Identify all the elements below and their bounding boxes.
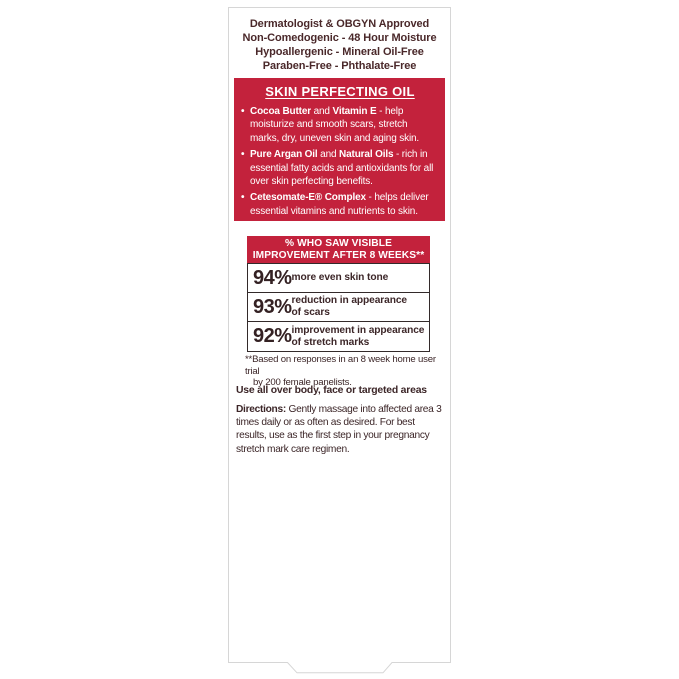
percent-value: 93% <box>253 295 292 318</box>
directions-text: Gently massage into affected area 3 times daily or as often as desired. For best results, use as the first step in your pregnancy stretch mark care regimen. <box>236 404 442 455</box>
usage-statement: Use all over body, face or targeted areas <box>236 385 427 396</box>
table-row <box>248 293 429 322</box>
result-description: reduction in appearance of scars <box>291 295 407 319</box>
bullet-icon: • <box>241 149 245 161</box>
bullet-icon: • <box>241 192 245 204</box>
label-content <box>228 7 451 674</box>
list-item <box>241 191 439 218</box>
top-claims <box>228 17 451 73</box>
panel-title: SKIN PERFECTING OIL <box>265 84 415 99</box>
results-table-body <box>247 263 430 352</box>
results-table-header <box>247 236 430 263</box>
result-description: more even skin tone <box>291 272 389 284</box>
percent-value: 92% <box>253 325 292 348</box>
skin-perfecting-oil-panel <box>234 78 445 221</box>
list-item <box>241 148 439 188</box>
percent-value: 94% <box>253 266 292 289</box>
claim-line: Dermatologist & OBGYN Approved <box>249 18 430 30</box>
result-description: improvement in appearance of stretch marks <box>291 324 425 348</box>
footnote-line: **Based on responses in an 8 week home user trial <box>245 354 436 377</box>
table-footnote <box>245 354 443 389</box>
bullet-icon: • <box>241 106 245 117</box>
table-row <box>248 322 429 351</box>
bullet-text: Pure Argan Oil and Natural Oils - rich in essential fatty acids and antioxidants for all over skin perfecting benefits. <box>250 149 434 188</box>
header-line: % WHO SAW VISIBLE <box>285 238 392 249</box>
results-table <box>247 236 430 352</box>
table-row <box>248 264 429 293</box>
bullet-text: Cetesomate-E® Complex - helps deliver essential vitamins and nutrients to skin. <box>250 192 429 217</box>
claim-line: Non-Comedogenic - 48 Hour Moisture <box>242 32 437 44</box>
header-line: IMPROVEMENT AFTER 8 WEEKS** <box>252 249 425 261</box>
footnote-line: by 200 female panelists. <box>253 377 352 388</box>
directions-label: Directions: <box>236 404 286 415</box>
product-label <box>228 7 451 674</box>
claim-line: Paraben-Free - Phthalate-Free <box>262 60 417 72</box>
directions-paragraph <box>236 403 444 456</box>
bullet-text: Cocoa Butter and Vitamin E - help moisturize and smooth scars, stretch marks, dry, uneven skin and aging skin. <box>250 106 420 144</box>
claim-line: Hypoallergenic - Mineral Oil-Free <box>255 46 424 58</box>
list-item <box>241 105 439 145</box>
